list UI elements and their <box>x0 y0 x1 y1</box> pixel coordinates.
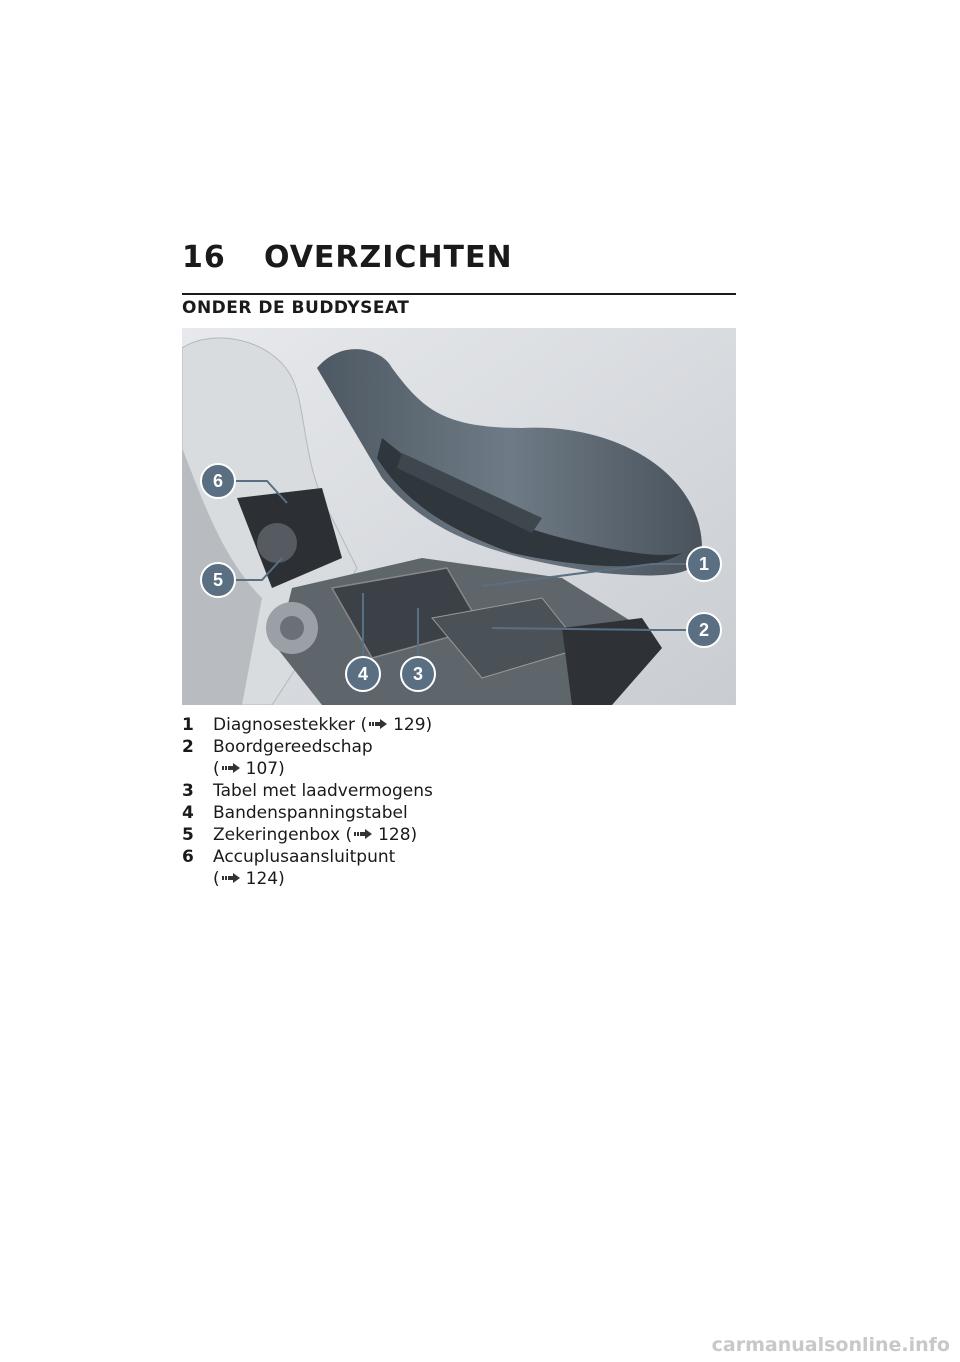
page-ref-arrow-icon <box>369 719 389 729</box>
page-ref-arrow-icon <box>222 873 242 883</box>
legend-item: 4 Bandenspanningstabel <box>182 803 408 823</box>
legend-item: 3 Tabel met laadvermogens <box>182 781 433 801</box>
page-reference[interactable]: ( 107) <box>213 759 285 779</box>
section-title: ONDER DE BUDDYSEAT <box>182 298 410 318</box>
page-reference[interactable]: ( 124) <box>213 869 285 889</box>
motorcycle-under-seat-illustration <box>182 328 736 705</box>
figure-legend <box>182 714 482 890</box>
callout-5: 5 <box>212 570 224 590</box>
header-rule <box>182 293 736 295</box>
callout-4: 4 <box>357 664 369 684</box>
legend-item: 6 Accuplusaansluitpunt ( 124) <box>182 847 396 889</box>
page-reference[interactable]: ( 128) <box>345 825 418 845</box>
page-ref-arrow-icon <box>222 763 242 773</box>
page-ref-arrow-icon <box>354 829 374 839</box>
legend-item: 2 Boordgereedschap ( 107) <box>182 737 373 779</box>
callout-1: 1 <box>698 554 710 574</box>
callout-2: 2 <box>698 620 710 640</box>
chapter-title: OVERZICHTEN <box>264 240 513 275</box>
legend-item: 1 Diagnosestekker ( 129) <box>182 715 433 735</box>
callout-3: 3 <box>412 664 424 684</box>
page-number: 16 <box>182 240 226 275</box>
legend-item: 5 Zekeringenbox ( 128) <box>182 825 418 845</box>
source-watermark: carmanualsonline.info <box>711 1334 950 1356</box>
page-reference[interactable]: ( 129) <box>360 715 433 735</box>
callout-6: 6 <box>212 471 224 491</box>
